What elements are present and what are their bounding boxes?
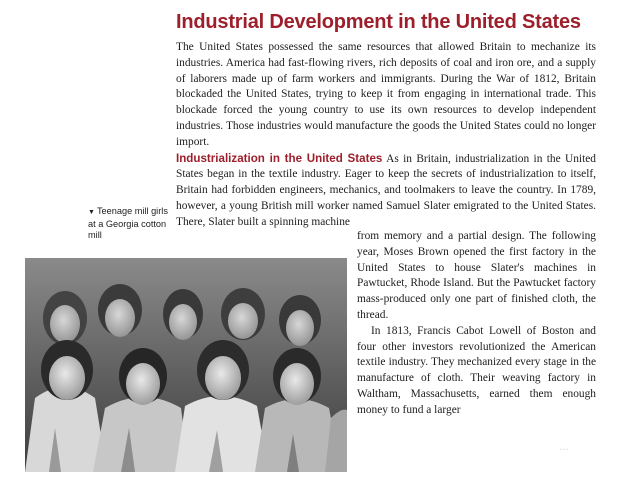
lowell-paragraph: In 1813, Francis Cabot Lowell of Boston and four other investors revolutionized the American textile industry. They mechanized every stage in the manufacture of cloth. Their weaving factory in Waltham, Massachusetts, earned them enough money to fund a larger	[357, 324, 596, 416]
industrialization-paragraph-start: As in Britain, industrialization in the United States began in the textile industry. Eager to keep the secrets of industrialization to itself, Britain had forbidden engineers, mechanics, and toolmakers to leave the country. In 1789, however, a young British mill worker named Samuel Slater emigrated to the United States. There, Slater built a spinning machine	[176, 152, 597, 228]
section-subheading: Industrialization in the United States	[176, 151, 383, 165]
industrialization-paragraph	[176, 151, 596, 231]
intro-paragraph: The United States possessed the same resources that allowed Britain to mechanize its industries. America had fast-flowing rivers, rich deposits of coal and iron ore, and a supply of laborers made up of farm workers and immigrants. During the War of 1812, Britain blockaded the United States, trying to keep it from engaging in international trade. This blockade forced the young country to use its own resources to develop independent industries. Those industries would manufacture the goods the United States could no longer import.	[176, 41, 596, 148]
main-text-column	[176, 40, 596, 231]
narrow-text-column	[357, 229, 596, 419]
photo-caption	[88, 206, 170, 242]
page-heading: Industrial Development in the United States	[176, 11, 581, 33]
page-footer-mark: ···	[560, 447, 569, 453]
caption-marker-icon: ▼	[88, 209, 95, 216]
mill-girls-photo	[25, 258, 347, 472]
mill-girls-photo-graphic	[25, 258, 347, 472]
industrialization-paragraph-continued: from memory and a partial design. The following year, Moses Brown opened the first factory in the United States to house Slater's machines in Pawtucket, Rhode Island. But the Pawtucket factory mass-produced only one part of finished cloth, the thread.	[357, 230, 596, 321]
caption-text: Teenage mill girls at a Georgia cotton mill	[88, 206, 168, 240]
